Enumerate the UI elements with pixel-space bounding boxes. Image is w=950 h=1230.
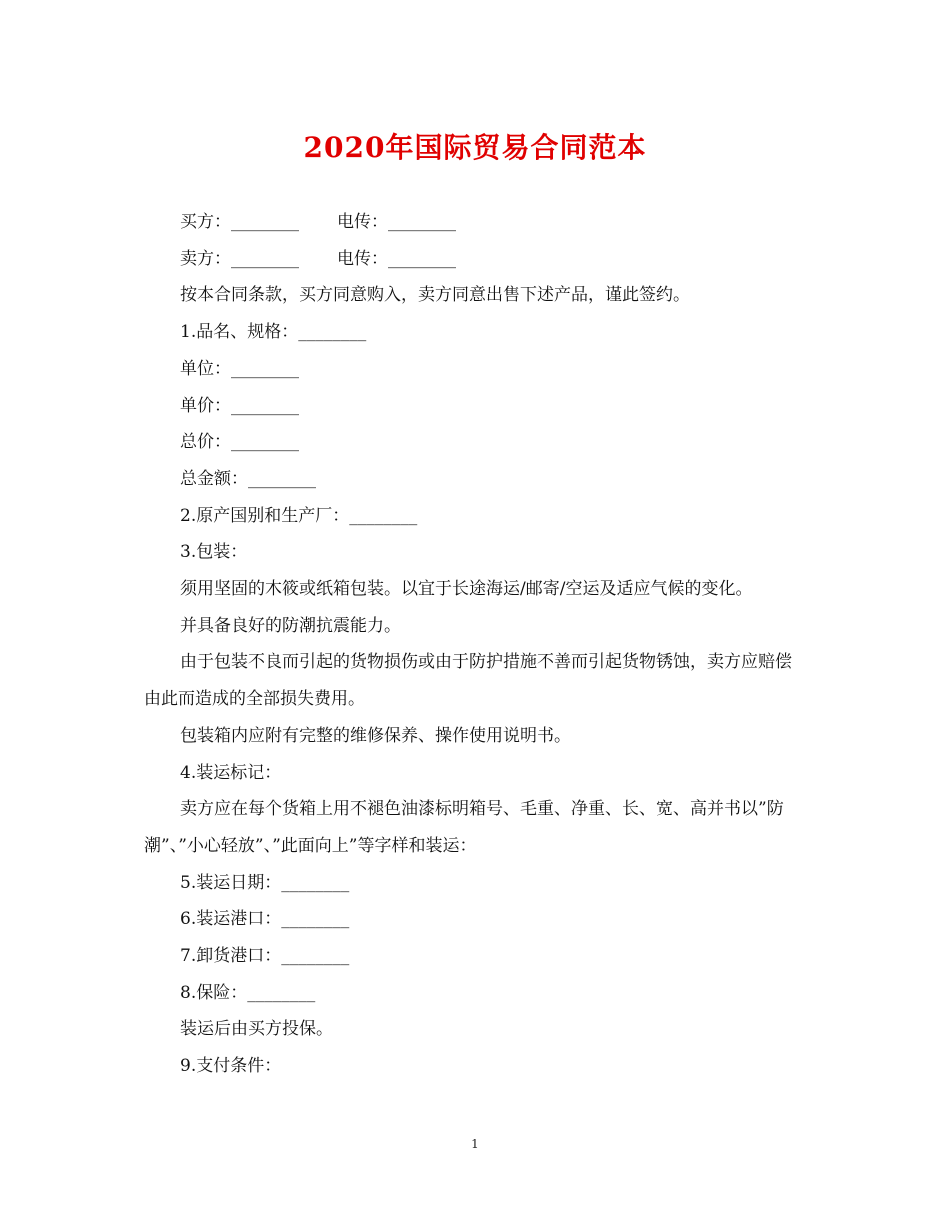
packing-heading: 3.包装： [180, 542, 248, 563]
discharge-port: 7.卸货港口：________ [180, 946, 350, 967]
contract-body [144, 204, 806, 1085]
document-title: 2020年国际贸易合同范本 [303, 131, 647, 164]
packing-paragraph-2: 并具备良好的防潮抗震能力。 [180, 615, 401, 636]
seller-line [144, 241, 806, 278]
packing-paragraph-4: 包装箱内应附有完整的维修保养、操作使用说明书。 [180, 725, 571, 746]
buyer-label: 买方：________ [180, 212, 299, 232]
intro-paragraph: 按本合同条款，买方同意购入，卖方同意出售下述产品，谨此签约。 [180, 285, 690, 306]
item-spec: 1.品名、规格：________ [180, 322, 367, 343]
seller-fax: 电传：________ [337, 248, 456, 269]
seller-label: 卖方：________ [180, 248, 299, 269]
packing-paragraph-1: 须用坚固的木筱或纸箱包装。以宜于长途海运/邮寄/空运及适应气候的变化。 [180, 579, 753, 600]
buyer-line [144, 204, 806, 241]
origin-manufacturer: 2.原产国别和生产厂：________ [180, 505, 418, 526]
item-total-amount: 总金额：________ [180, 468, 316, 489]
shipping-marks-paragraph: 卖方应在每个货箱上用不褪色油漆标明箱号、毛重、净重、长、宽、高并书以”防潮”、”小心轻放”、”此面向上”等字样和装运： [144, 799, 784, 856]
shipping-marks-heading: 4.装运标记： [180, 762, 282, 783]
shipment-date: 5.装运日期：________ [180, 872, 350, 893]
item-unit: 单位：________ [180, 358, 299, 379]
buyer-fax: 电传：________ [337, 212, 456, 232]
item-total-price: 总价：________ [180, 432, 299, 453]
insurance-paragraph: 装运后由买方投保。 [180, 1019, 333, 1040]
loading-port: 6.装运港口：________ [180, 909, 350, 930]
insurance: 8.保险：________ [180, 982, 316, 1003]
item-unit-price: 单价：________ [180, 395, 299, 416]
page-number: 1 [471, 1137, 479, 1151]
payment-terms-heading: 9.支付条件： [180, 1056, 282, 1077]
packing-paragraph-3: 由于包装不良而引起的货物损伤或由于防护措施不善而引起货物锈蚀，卖方应赔偿由此而造成的全部损失费用。 [144, 652, 792, 710]
